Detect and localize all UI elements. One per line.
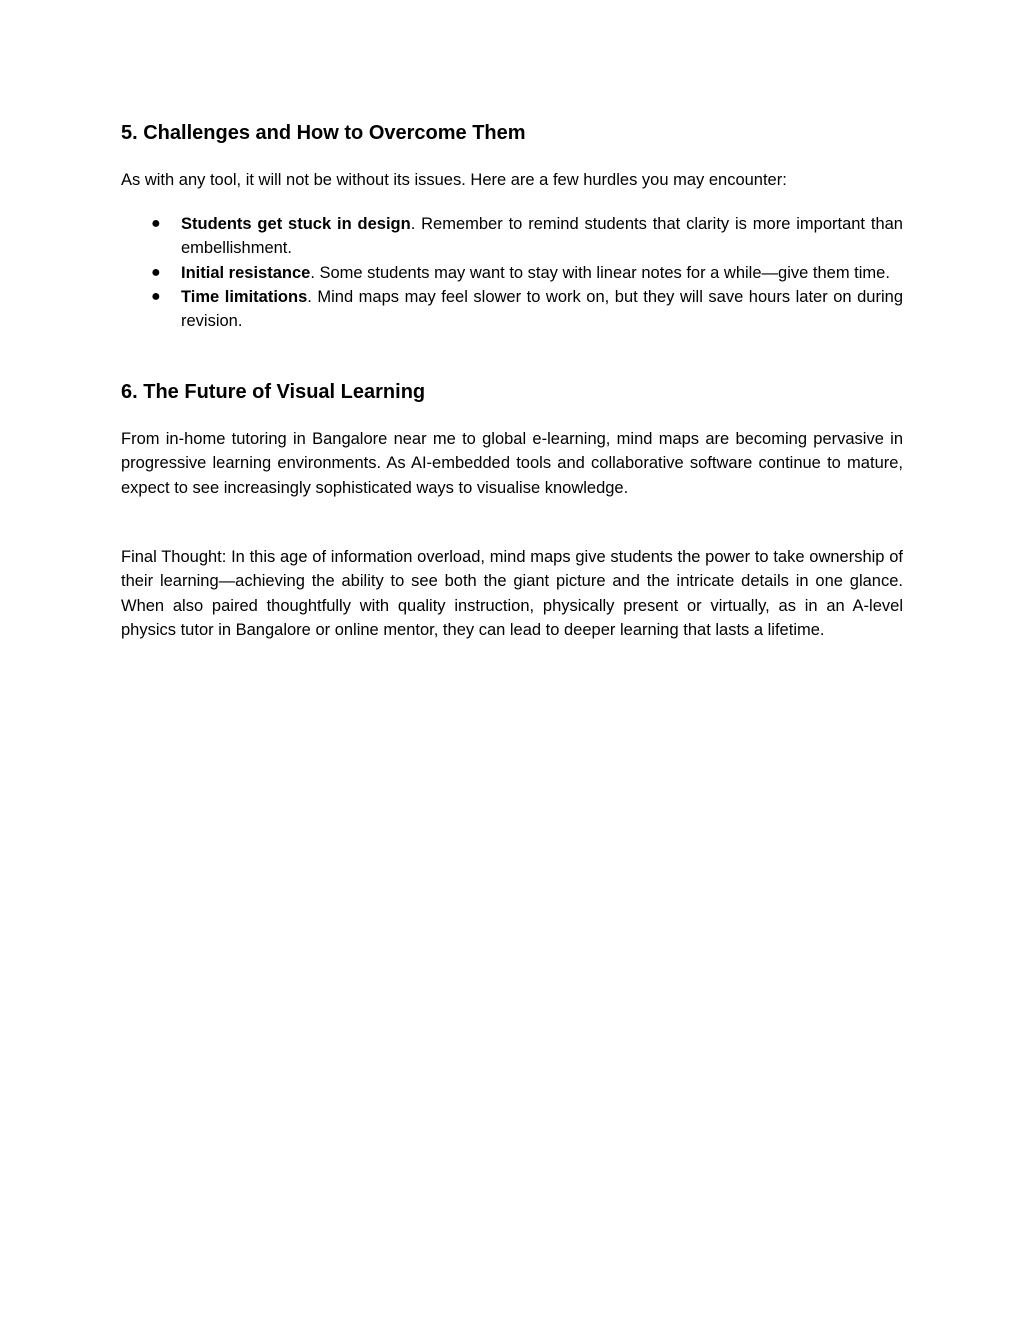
list-item-text: . Some students may want to stay with linear notes for a while—give them time. <box>310 263 890 282</box>
bullet-icon: ● <box>151 287 161 305</box>
section-heading-future: 6. The Future of Visual Learning <box>121 381 426 403</box>
challenges-list <box>121 212 903 333</box>
bullet-icon: ● <box>151 263 161 281</box>
future-paragraph: From in-home tutoring in Bangalore near me to global e-learning, mind maps are becoming pervasive in progressive learning environments. As AI-embedded tools and collaborative software continue to mature, expect to see increasingly sophisticated ways to visualise knowledge. <box>121 430 903 497</box>
list-item-title: Initial resistance <box>181 263 311 282</box>
section-heading-challenges: 5. Challenges and How to Overcome Them <box>121 122 526 144</box>
bullet-icon: ● <box>151 215 161 232</box>
list-item <box>121 285 903 334</box>
list-item <box>121 261 903 285</box>
list-item-text: . Remember to remind students that clarity is more important than embellishment. <box>181 215 903 258</box>
list-item-title: Time limitations <box>181 287 308 306</box>
list-item-title: Students get stuck in design <box>181 215 411 233</box>
intro-paragraph: As with any tool, it will not be without its issues. Here are a few hurdles you may encounter: <box>121 171 787 189</box>
final-thought-paragraph: Final Thought: In this age of information overload, mind maps give students the power to take ownership of their learning—achieving the ability to see both the giant picture and the intricate details in one glance. When also paired thoughtfully with quality instruction, physically present or virtually, as in an A-level physics tutor in Bangalore or online mentor, they can lead to deeper learning that lasts a lifetime. <box>121 548 903 639</box>
list-item <box>121 212 903 261</box>
list-item-text: . Mind maps may feel slower to work on, but they will save hours later on during revision. <box>181 287 903 331</box>
